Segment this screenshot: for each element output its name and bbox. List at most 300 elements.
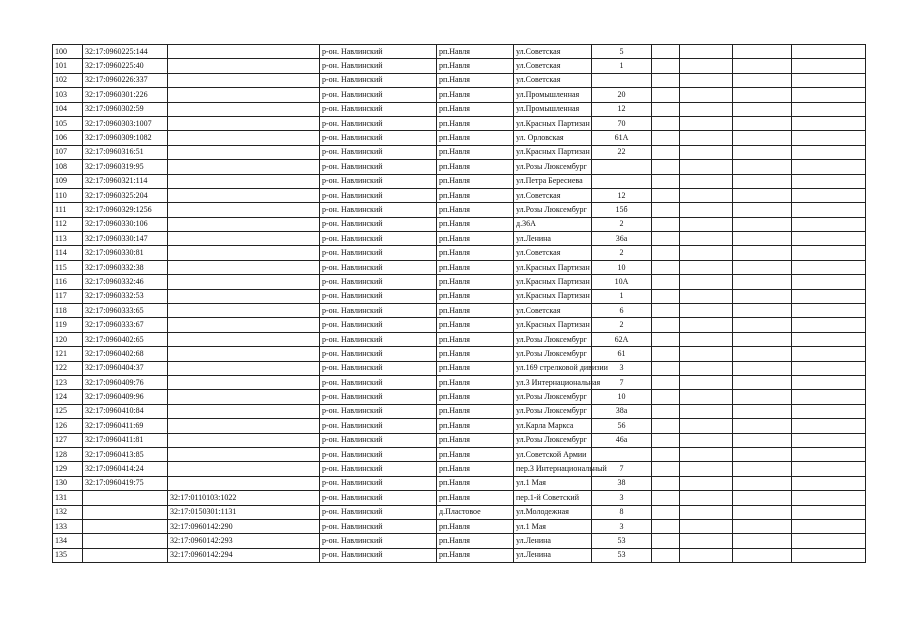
cadastral-number-cell: 32:17:0960330:106 xyxy=(83,217,168,231)
cadastral-number-cell: 32:17:0960332:46 xyxy=(83,275,168,289)
empty-cell xyxy=(733,519,792,533)
settlement-cell: рп.Навля xyxy=(437,260,514,274)
house-number-cell: 12 xyxy=(592,102,652,116)
cadastral-number-cell: 32:17:0960330:147 xyxy=(83,232,168,246)
street-cell: ул.Советская xyxy=(514,59,592,73)
empty-cell xyxy=(733,131,792,145)
settlement-cell: рп.Навля xyxy=(437,433,514,447)
empty-cell xyxy=(652,347,680,361)
house-number-cell: 12 xyxy=(592,188,652,202)
row-number: 128 xyxy=(53,447,83,461)
row-number: 103 xyxy=(53,88,83,102)
row-number: 114 xyxy=(53,246,83,260)
street-cell: д.36А xyxy=(514,217,592,231)
empty-cell xyxy=(680,160,733,174)
table-row xyxy=(53,188,866,202)
empty-cell xyxy=(652,203,680,217)
district-cell: р-он. Навлинский xyxy=(320,289,437,303)
empty-cell xyxy=(680,390,733,404)
empty-cell xyxy=(792,462,866,476)
table-row xyxy=(53,174,866,188)
empty-cell xyxy=(680,361,733,375)
row-number: 111 xyxy=(53,203,83,217)
row-number: 129 xyxy=(53,462,83,476)
settlement-cell: рп.Навля xyxy=(437,59,514,73)
street-cell: ул.Советская xyxy=(514,45,592,59)
empty-cell xyxy=(652,116,680,130)
cadastral-number-cell: 32:17:0960225:40 xyxy=(83,59,168,73)
house-number-cell: 20 xyxy=(592,88,652,102)
table-row xyxy=(53,102,866,116)
row-number: 130 xyxy=(53,476,83,490)
cadastral-number-cell: 32:17:0960402:65 xyxy=(83,332,168,346)
cadastral-number-alt-cell xyxy=(168,116,320,130)
empty-cell xyxy=(680,131,733,145)
table-row xyxy=(53,260,866,274)
empty-cell xyxy=(680,318,733,332)
empty-cell xyxy=(792,45,866,59)
settlement-cell: рп.Навля xyxy=(437,88,514,102)
empty-cell xyxy=(652,534,680,548)
table-row xyxy=(53,246,866,260)
house-number-cell xyxy=(592,73,652,87)
street-cell: ул.Красных Партизан xyxy=(514,145,592,159)
row-number: 134 xyxy=(53,534,83,548)
table-row xyxy=(53,505,866,519)
empty-cell xyxy=(792,174,866,188)
empty-cell xyxy=(652,160,680,174)
empty-cell xyxy=(792,275,866,289)
empty-cell xyxy=(680,145,733,159)
cadastral-number-cell: 32:17:0960413:85 xyxy=(83,447,168,461)
settlement-cell: рп.Навля xyxy=(437,304,514,318)
street-cell: ул.169 стрелковой дивизии xyxy=(514,361,592,375)
district-cell: р-он. Навлинский xyxy=(320,88,437,102)
settlement-cell: рп.Навля xyxy=(437,160,514,174)
empty-cell xyxy=(680,260,733,274)
empty-cell xyxy=(680,289,733,303)
cadastral-number-alt-cell xyxy=(168,289,320,303)
street-cell: ул.Красных Партизан xyxy=(514,260,592,274)
cadastral-number-cell xyxy=(83,491,168,505)
empty-cell xyxy=(792,404,866,418)
cadastral-number-cell: 32:17:0960332:38 xyxy=(83,260,168,274)
street-cell: ул.Советская xyxy=(514,73,592,87)
cadastral-number-alt-cell xyxy=(168,260,320,274)
street-cell: ул.1 Мая xyxy=(514,519,592,533)
settlement-cell: рп.Навля xyxy=(437,102,514,116)
street-cell: ул.Розы Люксембург xyxy=(514,433,592,447)
settlement-cell: рп.Навля xyxy=(437,45,514,59)
cadastral-number-cell: 32:17:0960411:69 xyxy=(83,419,168,433)
cadastral-number-cell: 32:17:0960409:96 xyxy=(83,390,168,404)
empty-cell xyxy=(680,102,733,116)
settlement-cell: рп.Навля xyxy=(437,217,514,231)
district-cell: р-он. Навлинский xyxy=(320,548,437,562)
empty-cell xyxy=(652,433,680,447)
street-cell: ул.Молодежная xyxy=(514,505,592,519)
district-cell: р-он. Навлинский xyxy=(320,519,437,533)
empty-cell xyxy=(652,332,680,346)
street-cell: ул.Ленина xyxy=(514,232,592,246)
row-number: 132 xyxy=(53,505,83,519)
empty-cell xyxy=(733,332,792,346)
row-number: 133 xyxy=(53,519,83,533)
street-cell: ул. Орловская xyxy=(514,131,592,145)
empty-cell xyxy=(733,476,792,490)
house-number-cell: 2 xyxy=(592,217,652,231)
table-row xyxy=(53,476,866,490)
empty-cell xyxy=(792,246,866,260)
street-cell: ул.Промышленная xyxy=(514,102,592,116)
row-number: 117 xyxy=(53,289,83,303)
empty-cell xyxy=(733,318,792,332)
house-number-cell: 36а xyxy=(592,232,652,246)
empty-cell xyxy=(733,419,792,433)
empty-cell xyxy=(652,419,680,433)
district-cell: р-он. Навлинский xyxy=(320,304,437,318)
empty-cell xyxy=(792,505,866,519)
cadastral-number-alt-cell xyxy=(168,102,320,116)
cadastral-number-cell: 32:17:0960303:1007 xyxy=(83,116,168,130)
empty-cell xyxy=(652,491,680,505)
row-number: 108 xyxy=(53,160,83,174)
empty-cell xyxy=(652,476,680,490)
district-cell: р-он. Навлинский xyxy=(320,404,437,418)
street-cell: пер.1-й Советский xyxy=(514,491,592,505)
cadastral-number-cell: 32:17:0960333:67 xyxy=(83,318,168,332)
cadastral-number-cell xyxy=(83,519,168,533)
cadastral-number-alt-cell xyxy=(168,318,320,332)
settlement-cell: рп.Навля xyxy=(437,519,514,533)
row-number: 116 xyxy=(53,275,83,289)
cadastral-number-cell: 32:17:0960330:81 xyxy=(83,246,168,260)
empty-cell xyxy=(792,160,866,174)
empty-cell xyxy=(733,404,792,418)
empty-cell xyxy=(792,433,866,447)
district-cell: р-он. Навлинский xyxy=(320,476,437,490)
empty-cell xyxy=(792,318,866,332)
district-cell: р-он. Навлинский xyxy=(320,390,437,404)
empty-cell xyxy=(680,88,733,102)
cadastral-number-alt-cell: 32:17:0960142:294 xyxy=(168,548,320,562)
district-cell: р-он. Навлинский xyxy=(320,318,437,332)
empty-cell xyxy=(792,347,866,361)
empty-cell xyxy=(652,361,680,375)
settlement-cell: рп.Навля xyxy=(437,419,514,433)
empty-cell xyxy=(733,304,792,318)
house-number-cell: 7 xyxy=(592,462,652,476)
cadastral-number-alt-cell xyxy=(168,476,320,490)
empty-cell xyxy=(652,145,680,159)
house-number-cell: 56 xyxy=(592,419,652,433)
district-cell: р-он. Навлинский xyxy=(320,59,437,73)
empty-cell xyxy=(792,102,866,116)
cadastral-number-cell: 32:17:0960409:76 xyxy=(83,375,168,389)
empty-cell xyxy=(652,88,680,102)
settlement-cell: рп.Навля xyxy=(437,347,514,361)
street-cell: ул.3 Интернациональная xyxy=(514,375,592,389)
district-cell: р-он. Навлинский xyxy=(320,375,437,389)
house-number-cell xyxy=(592,447,652,461)
house-number-cell xyxy=(592,160,652,174)
empty-cell xyxy=(792,476,866,490)
empty-cell xyxy=(733,390,792,404)
row-number: 104 xyxy=(53,102,83,116)
empty-cell xyxy=(733,88,792,102)
empty-cell xyxy=(680,462,733,476)
cadastral-number-cell: 32:17:0960321:114 xyxy=(83,174,168,188)
row-number: 125 xyxy=(53,404,83,418)
empty-cell xyxy=(680,203,733,217)
empty-cell xyxy=(652,462,680,476)
cadastral-number-alt-cell xyxy=(168,447,320,461)
empty-cell xyxy=(792,548,866,562)
cadastral-number-cell: 32:17:0960316:51 xyxy=(83,145,168,159)
row-number: 127 xyxy=(53,433,83,447)
house-number-cell: 3 xyxy=(592,519,652,533)
cadastral-number-cell: 32:17:0960411:81 xyxy=(83,433,168,447)
table-row xyxy=(53,491,866,505)
cadastral-number-alt-cell xyxy=(168,275,320,289)
empty-cell xyxy=(680,534,733,548)
district-cell: р-он. Навлинский xyxy=(320,505,437,519)
empty-cell xyxy=(680,375,733,389)
empty-cell xyxy=(792,289,866,303)
settlement-cell: рп.Навля xyxy=(437,203,514,217)
table-row xyxy=(53,462,866,476)
cadastral-number-cell: 32:17:0960225:144 xyxy=(83,45,168,59)
empty-cell xyxy=(680,491,733,505)
settlement-cell: рп.Навля xyxy=(437,548,514,562)
table-row xyxy=(53,217,866,231)
street-cell: ул.Розы Люксембург xyxy=(514,203,592,217)
empty-cell xyxy=(733,160,792,174)
street-cell: пер.3 Интернациональный xyxy=(514,462,592,476)
table-row xyxy=(53,318,866,332)
row-number: 102 xyxy=(53,73,83,87)
cadastral-number-cell: 32:17:0960410:84 xyxy=(83,404,168,418)
row-number: 123 xyxy=(53,375,83,389)
cadastral-number-cell: 32:17:0960309:1082 xyxy=(83,131,168,145)
empty-cell xyxy=(792,88,866,102)
settlement-cell: рп.Навля xyxy=(437,447,514,461)
cadastral-number-cell: 32:17:0960301:226 xyxy=(83,88,168,102)
district-cell: р-он. Навлинский xyxy=(320,361,437,375)
empty-cell xyxy=(652,447,680,461)
district-cell: р-он. Навлинский xyxy=(320,203,437,217)
cadastral-number-alt-cell xyxy=(168,433,320,447)
cadastral-number-alt-cell: 32:17:0960142:293 xyxy=(168,534,320,548)
settlement-cell: рп.Навля xyxy=(437,73,514,87)
row-number: 105 xyxy=(53,116,83,130)
cadastral-number-alt-cell xyxy=(168,203,320,217)
empty-cell xyxy=(733,116,792,130)
empty-cell xyxy=(680,45,733,59)
empty-cell xyxy=(733,347,792,361)
empty-cell xyxy=(792,390,866,404)
street-cell: ул.Красных Партизан xyxy=(514,289,592,303)
empty-cell xyxy=(652,404,680,418)
house-number-cell: 46а xyxy=(592,433,652,447)
district-cell: р-он. Навлинский xyxy=(320,232,437,246)
district-cell: р-он. Навлинский xyxy=(320,347,437,361)
cadastral-number-alt-cell xyxy=(168,390,320,404)
district-cell: р-он. Навлинский xyxy=(320,534,437,548)
house-number-cell xyxy=(592,174,652,188)
row-number: 124 xyxy=(53,390,83,404)
cadastral-number-cell: 32:17:0960329:1256 xyxy=(83,203,168,217)
table-row xyxy=(53,73,866,87)
empty-cell xyxy=(792,232,866,246)
cadastral-number-cell: 32:17:0960325:204 xyxy=(83,188,168,202)
cadastral-number-alt-cell xyxy=(168,174,320,188)
house-number-cell: 1 xyxy=(592,59,652,73)
table-row xyxy=(53,433,866,447)
row-number: 122 xyxy=(53,361,83,375)
empty-cell xyxy=(680,275,733,289)
district-cell: р-он. Навлинский xyxy=(320,188,437,202)
empty-cell xyxy=(680,304,733,318)
empty-cell xyxy=(733,375,792,389)
empty-cell xyxy=(652,505,680,519)
table-body xyxy=(53,45,866,563)
row-number: 101 xyxy=(53,59,83,73)
settlement-cell: д.Пластовое xyxy=(437,505,514,519)
cadastral-number-alt-cell xyxy=(168,347,320,361)
district-cell: р-он. Навлинский xyxy=(320,102,437,116)
empty-cell xyxy=(792,203,866,217)
table-row xyxy=(53,88,866,102)
empty-cell xyxy=(733,232,792,246)
empty-cell xyxy=(733,73,792,87)
empty-cell xyxy=(733,447,792,461)
street-cell: ул.Розы Люксембург xyxy=(514,332,592,346)
empty-cell xyxy=(680,332,733,346)
settlement-cell: рп.Навля xyxy=(437,131,514,145)
cadastral-number-cell: 32:17:0960402:68 xyxy=(83,347,168,361)
empty-cell xyxy=(733,217,792,231)
house-number-cell: 10 xyxy=(592,260,652,274)
house-number-cell: 8 xyxy=(592,505,652,519)
empty-cell xyxy=(652,246,680,260)
table-row xyxy=(53,347,866,361)
empty-cell xyxy=(652,275,680,289)
settlement-cell: рп.Навля xyxy=(437,332,514,346)
district-cell: р-он. Навлинский xyxy=(320,45,437,59)
cadastral-number-alt-cell: 32:17:0960142:290 xyxy=(168,519,320,533)
cadastral-number-alt-cell xyxy=(168,304,320,318)
cadastral-number-cell: 32:17:0960404:37 xyxy=(83,361,168,375)
empty-cell xyxy=(792,131,866,145)
empty-cell xyxy=(733,246,792,260)
empty-cell xyxy=(680,433,733,447)
house-number-cell: 5 xyxy=(592,45,652,59)
row-number: 112 xyxy=(53,217,83,231)
row-number: 118 xyxy=(53,304,83,318)
street-cell: ул.Ленина xyxy=(514,548,592,562)
table-row xyxy=(53,45,866,59)
empty-cell xyxy=(652,318,680,332)
table-row xyxy=(53,59,866,73)
cadastral-number-alt-cell xyxy=(168,59,320,73)
cadastral-number-alt-cell xyxy=(168,361,320,375)
empty-cell xyxy=(733,145,792,159)
cadastral-number-cell xyxy=(83,534,168,548)
empty-cell xyxy=(652,174,680,188)
cadastral-number-cell: 32:17:0960419:75 xyxy=(83,476,168,490)
empty-cell xyxy=(733,548,792,562)
cadastral-number-alt-cell: 32:17:0150301:1131 xyxy=(168,505,320,519)
street-cell: ул.Розы Люксембург xyxy=(514,390,592,404)
cadastral-number-alt-cell xyxy=(168,45,320,59)
empty-cell xyxy=(733,102,792,116)
cadastral-number-cell: 32:17:0960414:24 xyxy=(83,462,168,476)
cadastral-number-alt-cell xyxy=(168,332,320,346)
empty-cell xyxy=(792,73,866,87)
table-row xyxy=(53,361,866,375)
empty-cell xyxy=(733,289,792,303)
cadastral-number-alt-cell xyxy=(168,246,320,260)
empty-cell xyxy=(792,447,866,461)
cadastral-number-alt-cell xyxy=(168,145,320,159)
settlement-cell: рп.Навля xyxy=(437,390,514,404)
settlement-cell: рп.Навля xyxy=(437,275,514,289)
empty-cell xyxy=(792,534,866,548)
settlement-cell: рп.Навля xyxy=(437,188,514,202)
cadastral-number-alt-cell xyxy=(168,232,320,246)
table-row xyxy=(53,332,866,346)
district-cell: р-он. Навлинский xyxy=(320,145,437,159)
table-row xyxy=(53,390,866,404)
district-cell: р-он. Навлинский xyxy=(320,160,437,174)
table-row xyxy=(53,375,866,389)
street-cell: ул.Красных Партизан xyxy=(514,116,592,130)
empty-cell xyxy=(792,59,866,73)
empty-cell xyxy=(680,505,733,519)
district-cell: р-он. Навлинский xyxy=(320,433,437,447)
cadastral-number-cell: 32:17:0960302:59 xyxy=(83,102,168,116)
settlement-cell: рп.Навля xyxy=(437,476,514,490)
table-row xyxy=(53,232,866,246)
empty-cell xyxy=(680,447,733,461)
cadastral-number-alt-cell xyxy=(168,188,320,202)
house-number-cell: 3 xyxy=(592,491,652,505)
empty-cell xyxy=(680,404,733,418)
cadastral-number-alt-cell xyxy=(168,131,320,145)
empty-cell xyxy=(733,45,792,59)
empty-cell xyxy=(680,419,733,433)
empty-cell xyxy=(680,347,733,361)
house-number-cell: 53 xyxy=(592,548,652,562)
table-row xyxy=(53,160,866,174)
empty-cell xyxy=(680,232,733,246)
settlement-cell: рп.Навля xyxy=(437,116,514,130)
street-cell: ул.Карла Маркса xyxy=(514,419,592,433)
row-number: 135 xyxy=(53,548,83,562)
district-cell: р-он. Навлинский xyxy=(320,131,437,145)
house-number-cell: 38а xyxy=(592,404,652,418)
empty-cell xyxy=(652,304,680,318)
empty-cell xyxy=(652,45,680,59)
cadastral-number-alt-cell xyxy=(168,419,320,433)
empty-cell xyxy=(792,332,866,346)
empty-cell xyxy=(792,304,866,318)
street-cell: ул.Красных Партизан xyxy=(514,275,592,289)
street-cell: ул.1 Мая xyxy=(514,476,592,490)
empty-cell xyxy=(792,375,866,389)
district-cell: р-он. Навлинский xyxy=(320,260,437,274)
